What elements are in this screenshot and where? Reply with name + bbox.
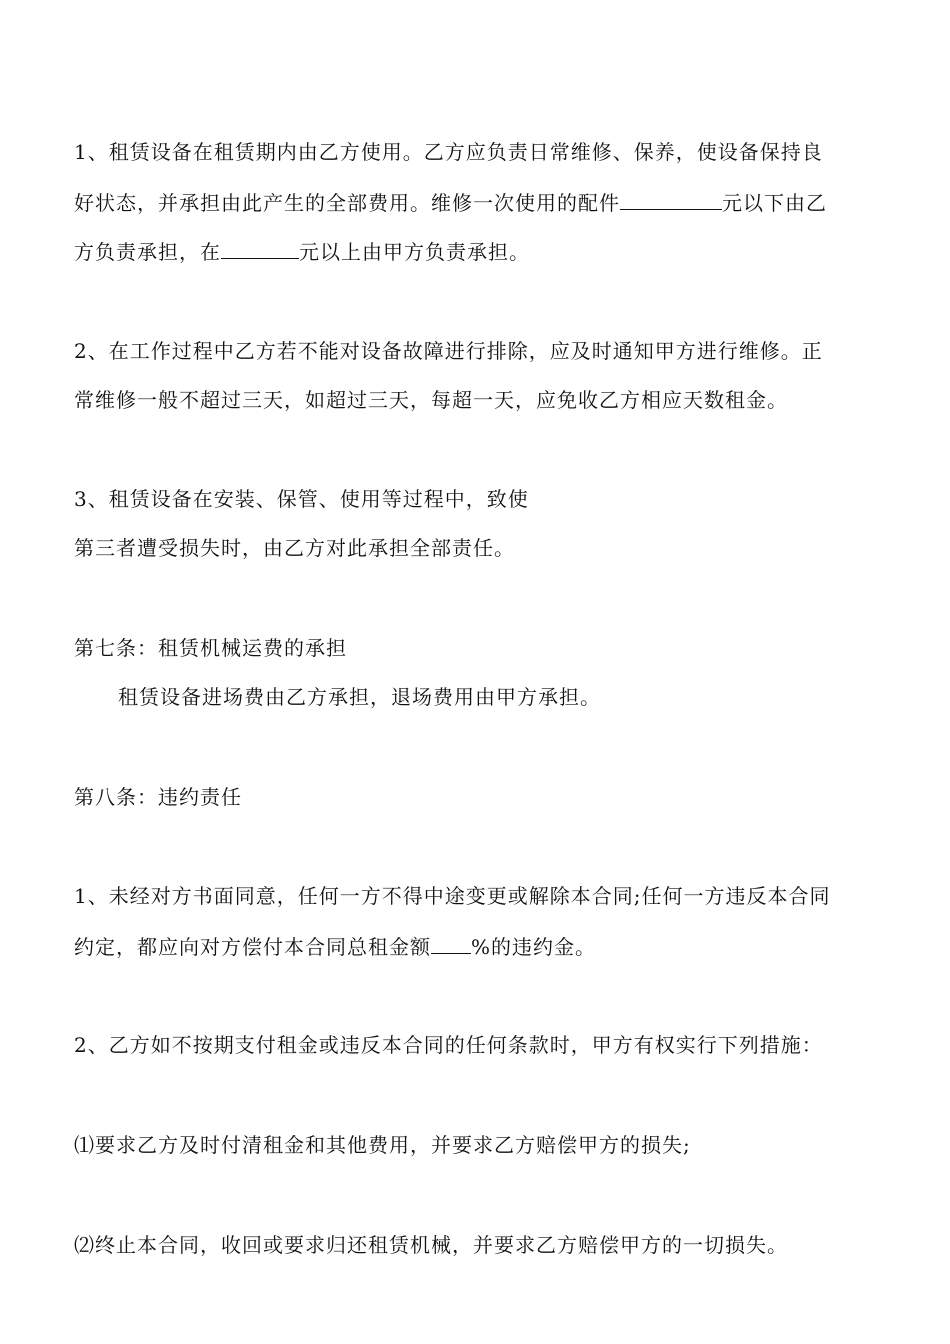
clause-1-line-3-text: 方负责承担，在 [74, 240, 221, 264]
clause-1-line-2-text: 好状态，并承担由此产生的全部费用。维修一次使用的配件 [74, 191, 620, 215]
clause-3-line-2: 第三者遭受损失时，由乙方对此承担全部责任。 [74, 536, 515, 560]
article-8-clause-1-line-2-text: 约定，都应向对方偿付本合同总租金额 [74, 935, 431, 959]
article-8-clause-2: 2、乙方如不按期支付租金或违反本合同的任何条款时，甲方有权实行下列措施： [74, 1033, 823, 1057]
clause-1-line-3 [74, 240, 530, 262]
fill-blank-parts-amount [620, 191, 722, 210]
article-8-item-1: ⑴要求乙方及时付清租金和其他费用，并要求乙方赔偿甲方的损失; [74, 1133, 691, 1157]
article-8-heading: 第八条：违约责任 [74, 785, 242, 809]
clause-3-line-1: 3、租赁设备在安装、保管、使用等过程中，致使 [74, 487, 529, 511]
clause-1-line-3-suffix: 元以上由甲方负责承担。 [299, 240, 530, 264]
article-8-clause-1-line-2-suffix: %的违约金。 [471, 935, 597, 959]
clause-1-line-2-suffix: 元以下由乙 [722, 191, 827, 215]
article-7-body: 租赁设备进场费由乙方承担，退场费用由甲方承担。 [118, 685, 601, 709]
article-8-clause-1-line-1: 1、未经对方书面同意，任何一方不得中途变更或解除本合同;任何一方违反本合同 [74, 884, 831, 908]
fill-blank-threshold-amount [221, 240, 299, 259]
clause-2-line-1: 2、在工作过程中乙方若不能对设备故障进行排除，应及时通知甲方进行维修。正 [74, 339, 823, 363]
clause-1-line-2 [74, 191, 827, 213]
fill-blank-penalty-percent [431, 935, 471, 954]
article-8-clause-1-line-2 [74, 935, 596, 957]
article-7-heading: 第七条：租赁机械运费的承担 [74, 636, 347, 660]
clause-2-line-2: 常维修一般不超过三天，如超过三天，每超一天，应免收乙方相应天数租金。 [74, 388, 788, 412]
article-8-item-2: ⑵终止本合同，收回或要求归还租赁机械，并要求乙方赔偿甲方的一切损失。 [74, 1233, 788, 1257]
clause-1-line-1: 1、租赁设备在租赁期内由乙方使用。乙方应负责日常维修、保养，使设备保持良 [74, 140, 823, 164]
